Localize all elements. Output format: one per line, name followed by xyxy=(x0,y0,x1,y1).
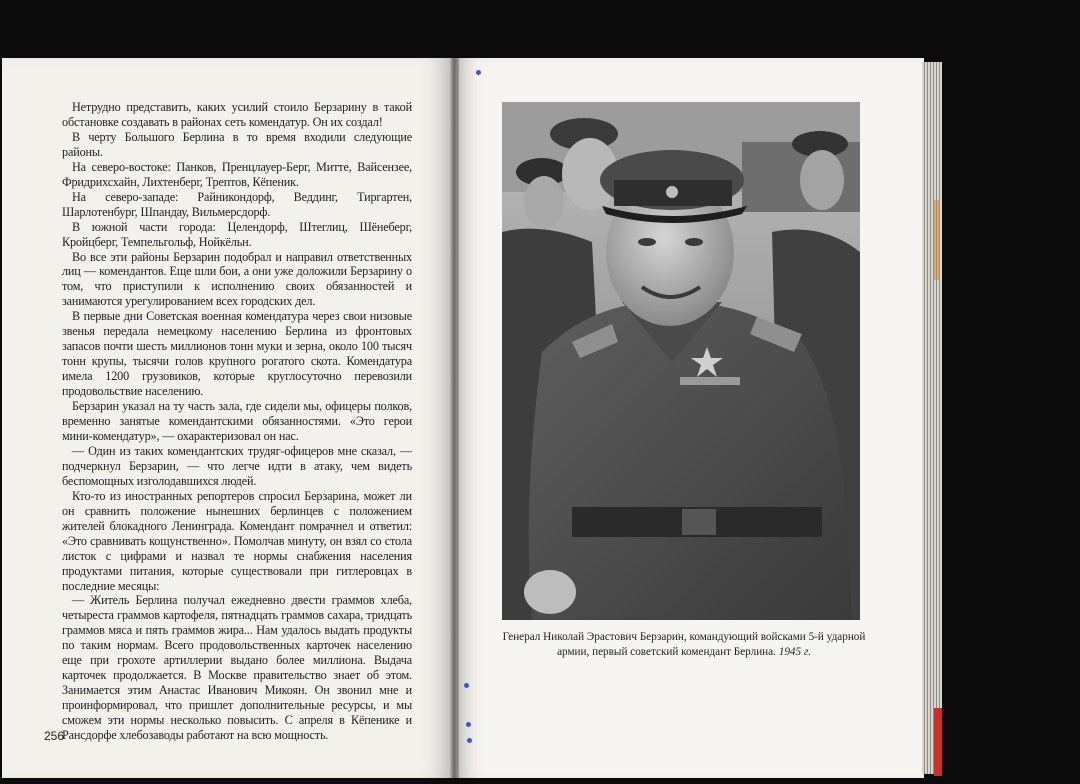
page-number: 256 xyxy=(44,729,65,743)
paragraph: В первые дни Советская военная комендатура через свои низовые звенья передала немецкому населению Берлина из фронтовых запасов почти шесть миллионов тонн муки и зерна, около 100 тысяч тонн крупы, тысячи голов крупного рогатого скота. Комендатура имела 1200 грузовиков, которые круглосуточно перевозили продовольствие населению. xyxy=(62,309,412,399)
page-edge-accent xyxy=(934,200,940,280)
paragraph: Нетрудно представить, каких усилий стоило Берзарину в такой обстановке создавать в районах сеть комендатур. Он их создал! xyxy=(62,100,412,129)
book-gutter xyxy=(450,58,459,778)
paragraph: Во все эти районы Берзарин подобрал и направил ответственных лиц — комендантов. Еще шли бои, а они уже доложили Берзарину о том, что приступили к исполнению своих обязанностей и занимаются урегулированием всех городских дел. xyxy=(62,249,412,309)
paragraph: На северо-востоке: Панков, Пренцлауер-Берг, Митте, Вайсензее, Фридрихсхайн, Лихтенберг, Трептов, Кёпеник. xyxy=(62,159,412,189)
page-edges xyxy=(922,62,942,774)
paragraph: Берзарин указал на ту часть зала, где сидели мы, офицеры полков, временно занятые комендантскими обязанностями. «Это герои мини-комендатур», — охарактеризовал он нас. xyxy=(62,399,412,443)
left-page-body-text xyxy=(62,100,412,743)
scan-mark xyxy=(466,722,471,727)
scan-mark xyxy=(476,70,481,75)
page-edge-accent xyxy=(934,708,942,776)
scan-mark xyxy=(467,738,472,743)
caption-text: Генерал Николай Эрастович Берзарин, командующий войсками 5-й ударной армии, первый советский комендант Берлина. xyxy=(502,631,866,658)
paragraph: В черту Большого Берлина в то время входили следующие районы. xyxy=(62,129,412,159)
scan-mark xyxy=(464,683,469,688)
paragraph: Кто-то из иностранных репортеров спросил Берзарина, может ли он сравнить положение нынешних берлинцев с положением жителей блокадного Ленинграда. Комендант помрачнел и ответил: «Это сравнивать кощунственно». Помолчав минуту, он взял со стола листок с цифрами и назвал те нормы снабжения населения продуктами питания, которые существовали при гитлеровцах в последние месяцы: xyxy=(62,488,412,593)
paragraph: На северо-западе: Райникондорф, Веддинг, Тиргартен, Шарлотенбург, Шпандау, Вильмерсдорф. xyxy=(62,189,412,219)
caption-date: 1945 г. xyxy=(778,646,811,658)
paragraph: В южной части города: Целендорф, Штеглиц, Шёнеберг, Кройцберг, Темпельгольф, Нойкёльн. xyxy=(62,219,412,249)
portrait-photo xyxy=(502,102,860,620)
paragraph: — Житель Берлина получал ежедневно двести граммов хлеба, четыреста граммов картофеля, пятнадцать граммов сахара, тридцать граммов мяса и пять граммов жира... Нам удалось выдать продукты по таким нормам. Всего продовольственных карточек населению еще при грохоте артиллерии выдано более миллиона. Выдача карточек продолжается. В Москве правительство знает об этом. Занимается этим Анастас Иванович Микоян. Он звонил мне и проинформировал, что пришлет дополнительные ресурсы, и мы сможем эти нормы несколько повысить. С апреля в Кёпенике и Рансдорфе хлебозаводы работают на всю мощность. xyxy=(62,593,412,743)
photo-caption xyxy=(494,630,874,660)
portrait-illustration xyxy=(502,102,860,620)
paragraph: — Один из таких комендантских трудяг-офицеров мне сказал, — подчеркнул Берзарин, — что легче идти в атаку, чем видеть беспомощных изголодавшихся людей. xyxy=(62,443,412,488)
